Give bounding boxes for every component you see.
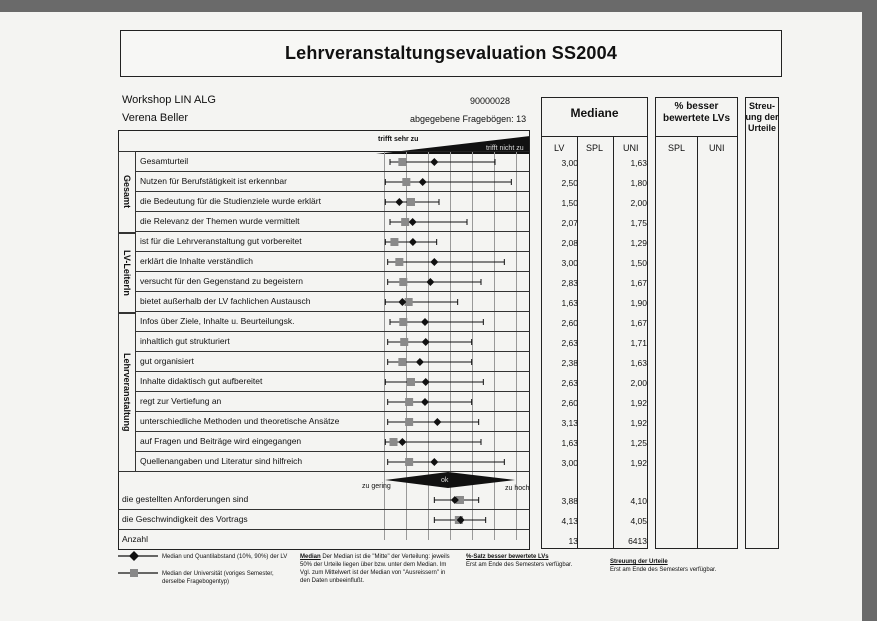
uni-median-value: 1,50 bbox=[630, 258, 647, 268]
uni-median-value: 1,92 bbox=[630, 398, 647, 408]
uni-median-marker bbox=[405, 458, 413, 466]
section-lehrveranstaltung: Lehrveranstaltung bbox=[118, 313, 136, 472]
legend-streuung: Streuung der Urteile Erst am Ende des Semesters verfügbar. bbox=[610, 559, 717, 573]
uni-median-value: 1,63 bbox=[630, 358, 647, 368]
uni-median-marker bbox=[390, 438, 398, 446]
mediane-header-line bbox=[541, 136, 648, 137]
lv-median-value: 2,60 bbox=[561, 398, 578, 408]
col-spl: SPL bbox=[586, 143, 604, 153]
uni-median-value: 1,75 bbox=[630, 218, 647, 228]
lv-median-marker bbox=[409, 218, 417, 226]
uni-median-value: 6413 bbox=[628, 536, 647, 546]
uni-median-marker bbox=[398, 358, 406, 366]
lv-median-marker bbox=[422, 378, 430, 386]
uni-median-marker bbox=[399, 318, 407, 326]
lv-median-marker bbox=[409, 238, 417, 246]
item-label: regt zur Vertiefung an bbox=[140, 396, 222, 406]
legend-median: Median Der Median ist die "Mitte" der Verteilung: jeweils 50% der Urteile liegen über bzw. unter dem Median. Im Vgl. zum Mittelwert ist der Median von "Ausreissern" in den Daten unbeeinflußt. bbox=[300, 554, 450, 584]
course-name: Workshop LIN ALG bbox=[122, 94, 216, 106]
count-row bbox=[118, 530, 530, 550]
lv-median-value: 2,63 bbox=[561, 338, 578, 348]
lv-median-value: 4,13 bbox=[561, 516, 578, 526]
lv-median-marker bbox=[433, 418, 441, 426]
item-label: auf Fragen und Beiträge wird eingegangen bbox=[140, 436, 302, 446]
lv-median-value: 3,13 bbox=[561, 418, 578, 428]
lv-median-value: 3,00 bbox=[561, 458, 578, 468]
item-label: versucht für den Gegenstand zu begeistern bbox=[140, 276, 304, 286]
section-lv-leiterin: LV-LeiterIn bbox=[118, 233, 136, 313]
lv-median-marker bbox=[426, 278, 434, 286]
uni-median-value: 1,90 bbox=[630, 298, 647, 308]
uni-median-value: 1,29 bbox=[630, 238, 647, 248]
lv-median-value: 13 bbox=[568, 536, 578, 546]
uni-median-marker bbox=[399, 278, 407, 286]
uni-median-value: 4,05 bbox=[630, 516, 647, 526]
item-label: die gestellten Anforderungen sind bbox=[122, 494, 249, 504]
uni-median-value: 1,67 bbox=[630, 318, 647, 328]
streuung-header: Streu- ung der Urteile bbox=[745, 101, 779, 133]
lv-median-marker bbox=[430, 158, 438, 166]
uni-median-value: 1,63 bbox=[630, 158, 647, 168]
uni-median-marker bbox=[400, 338, 408, 346]
item-label: Infos über Ziele, Inhalte u. Beurteilungsk. bbox=[140, 316, 295, 326]
lv-median-marker bbox=[421, 398, 429, 406]
item-label: unterschiedliche Methoden und theoretische Ansätze bbox=[140, 416, 340, 426]
percent-better-header: % besser bewertete LVs bbox=[662, 101, 731, 124]
uni-median-value: 2,00 bbox=[630, 378, 647, 388]
lv-median-marker bbox=[419, 178, 427, 186]
legend-lv: Median und Quantilabstand (10%, 90%) der LV bbox=[162, 554, 288, 560]
scale-left-label: trifft sehr zu bbox=[378, 136, 419, 143]
legend-markers bbox=[116, 550, 161, 580]
lv-median-value: 2,60 bbox=[561, 318, 578, 328]
item-label: gut organisiert bbox=[140, 356, 194, 366]
uni-median-marker bbox=[405, 418, 413, 426]
item-label: inhaltlich gut strukturiert bbox=[140, 336, 230, 346]
legend-percent: %-Satz besser bewertete LVs Erst am Ende des Semesters verfügbar. bbox=[466, 554, 573, 568]
lv-median-value: 2,07 bbox=[561, 218, 578, 228]
uni-median-marker bbox=[405, 398, 413, 406]
count-label: Anzahl bbox=[122, 534, 148, 544]
course-code: 90000028 bbox=[470, 96, 511, 106]
uni-median-value: 4,10 bbox=[630, 496, 647, 506]
lv-median-value: 1,63 bbox=[561, 438, 578, 448]
lv-median-value: 1,50 bbox=[561, 198, 578, 208]
uni-median-marker bbox=[390, 238, 398, 246]
section-gesamt: Gesamt bbox=[118, 151, 136, 233]
lv-median-value: 2,50 bbox=[561, 178, 578, 188]
uni-median-marker bbox=[402, 178, 410, 186]
col-besser-spl: SPL bbox=[668, 143, 686, 153]
col-besser-uni: UNI bbox=[709, 143, 725, 153]
scale-right-label: trifft nicht zu bbox=[486, 145, 524, 152]
col-uni: UNI bbox=[623, 143, 639, 153]
report-title: Lehrveranstaltungsevaluation SS2004 bbox=[284, 43, 618, 63]
legend-uni: Median der Universität (voriges Semester, derselbe Fragebogentyp) bbox=[162, 571, 274, 585]
item-label: die Bedeutung für die Studienziele wurde erklärt bbox=[140, 196, 321, 206]
uni-median-value: 1,67 bbox=[630, 278, 647, 288]
lv-median-marker bbox=[430, 458, 438, 466]
item-label: ist für die Lehrveranstaltung gut vorbereitet bbox=[140, 236, 302, 246]
uni-median-value: 1,25 bbox=[630, 438, 647, 448]
item-label: bietet außerhalb der LV fachlichen Austausch bbox=[140, 296, 311, 306]
uni-median-value: 2,00 bbox=[630, 198, 647, 208]
ok-right-label: zu hoch bbox=[505, 485, 530, 492]
lecturer-name: Verena Beller bbox=[122, 112, 189, 124]
lv-median-marker bbox=[421, 318, 429, 326]
submitted-count: abgegebene Fragebögen: 13 bbox=[410, 114, 527, 124]
item-label: die Geschwindigkeit des Vortrags bbox=[122, 514, 248, 524]
item-label: Gesamturteil bbox=[140, 156, 189, 166]
lv-median-value: 1,63 bbox=[561, 298, 578, 308]
uni-median-marker bbox=[395, 258, 403, 266]
lv-median-marker bbox=[430, 258, 438, 266]
uni-median-marker bbox=[407, 198, 415, 206]
lv-median-marker bbox=[395, 198, 403, 206]
mediane-col-line-2 bbox=[613, 136, 614, 549]
uni-median-value: 1,92 bbox=[630, 418, 647, 428]
lv-median-marker bbox=[422, 338, 430, 346]
item-label: Inhalte didaktisch gut aufbereitet bbox=[140, 376, 263, 386]
uni-median-marker bbox=[401, 218, 409, 226]
lv-median-value: 2,83 bbox=[561, 278, 578, 288]
lv-median-value: 3,00 bbox=[561, 158, 578, 168]
percent-col-line bbox=[697, 136, 698, 549]
item-label: erklärt die Inhalte verständlich bbox=[140, 256, 253, 266]
streuung-table bbox=[745, 97, 779, 549]
uni-median-value: 1,71 bbox=[630, 338, 647, 348]
uni-median-marker bbox=[407, 378, 415, 386]
lv-median-value: 2,38 bbox=[561, 358, 578, 368]
uni-median-value: 1,80 bbox=[630, 178, 647, 188]
item-label: Nutzen für Berufstätigkeit ist erkennbar bbox=[140, 176, 287, 186]
ok-left-label: zu gering bbox=[362, 483, 391, 490]
item-label: Quellenangaben und Literatur sind hilfreich bbox=[140, 456, 303, 466]
lv-median-value: 3,00 bbox=[561, 258, 578, 268]
lv-median-value: 3,88 bbox=[561, 496, 578, 506]
lv-median-value: 2,63 bbox=[561, 378, 578, 388]
item-label: die Relevanz der Themen wurde vermittelt bbox=[140, 216, 300, 226]
ok-label: ok bbox=[441, 477, 449, 484]
lv-median-marker bbox=[416, 358, 424, 366]
uni-median-marker bbox=[398, 158, 406, 166]
lv-median-marker bbox=[398, 438, 406, 446]
lv-median-value: 2,08 bbox=[561, 238, 578, 248]
mediane-header: Mediane bbox=[570, 106, 619, 120]
col-lv: LV bbox=[554, 143, 565, 153]
uni-median-value: 1,92 bbox=[630, 458, 647, 468]
report-title-box bbox=[120, 30, 782, 77]
